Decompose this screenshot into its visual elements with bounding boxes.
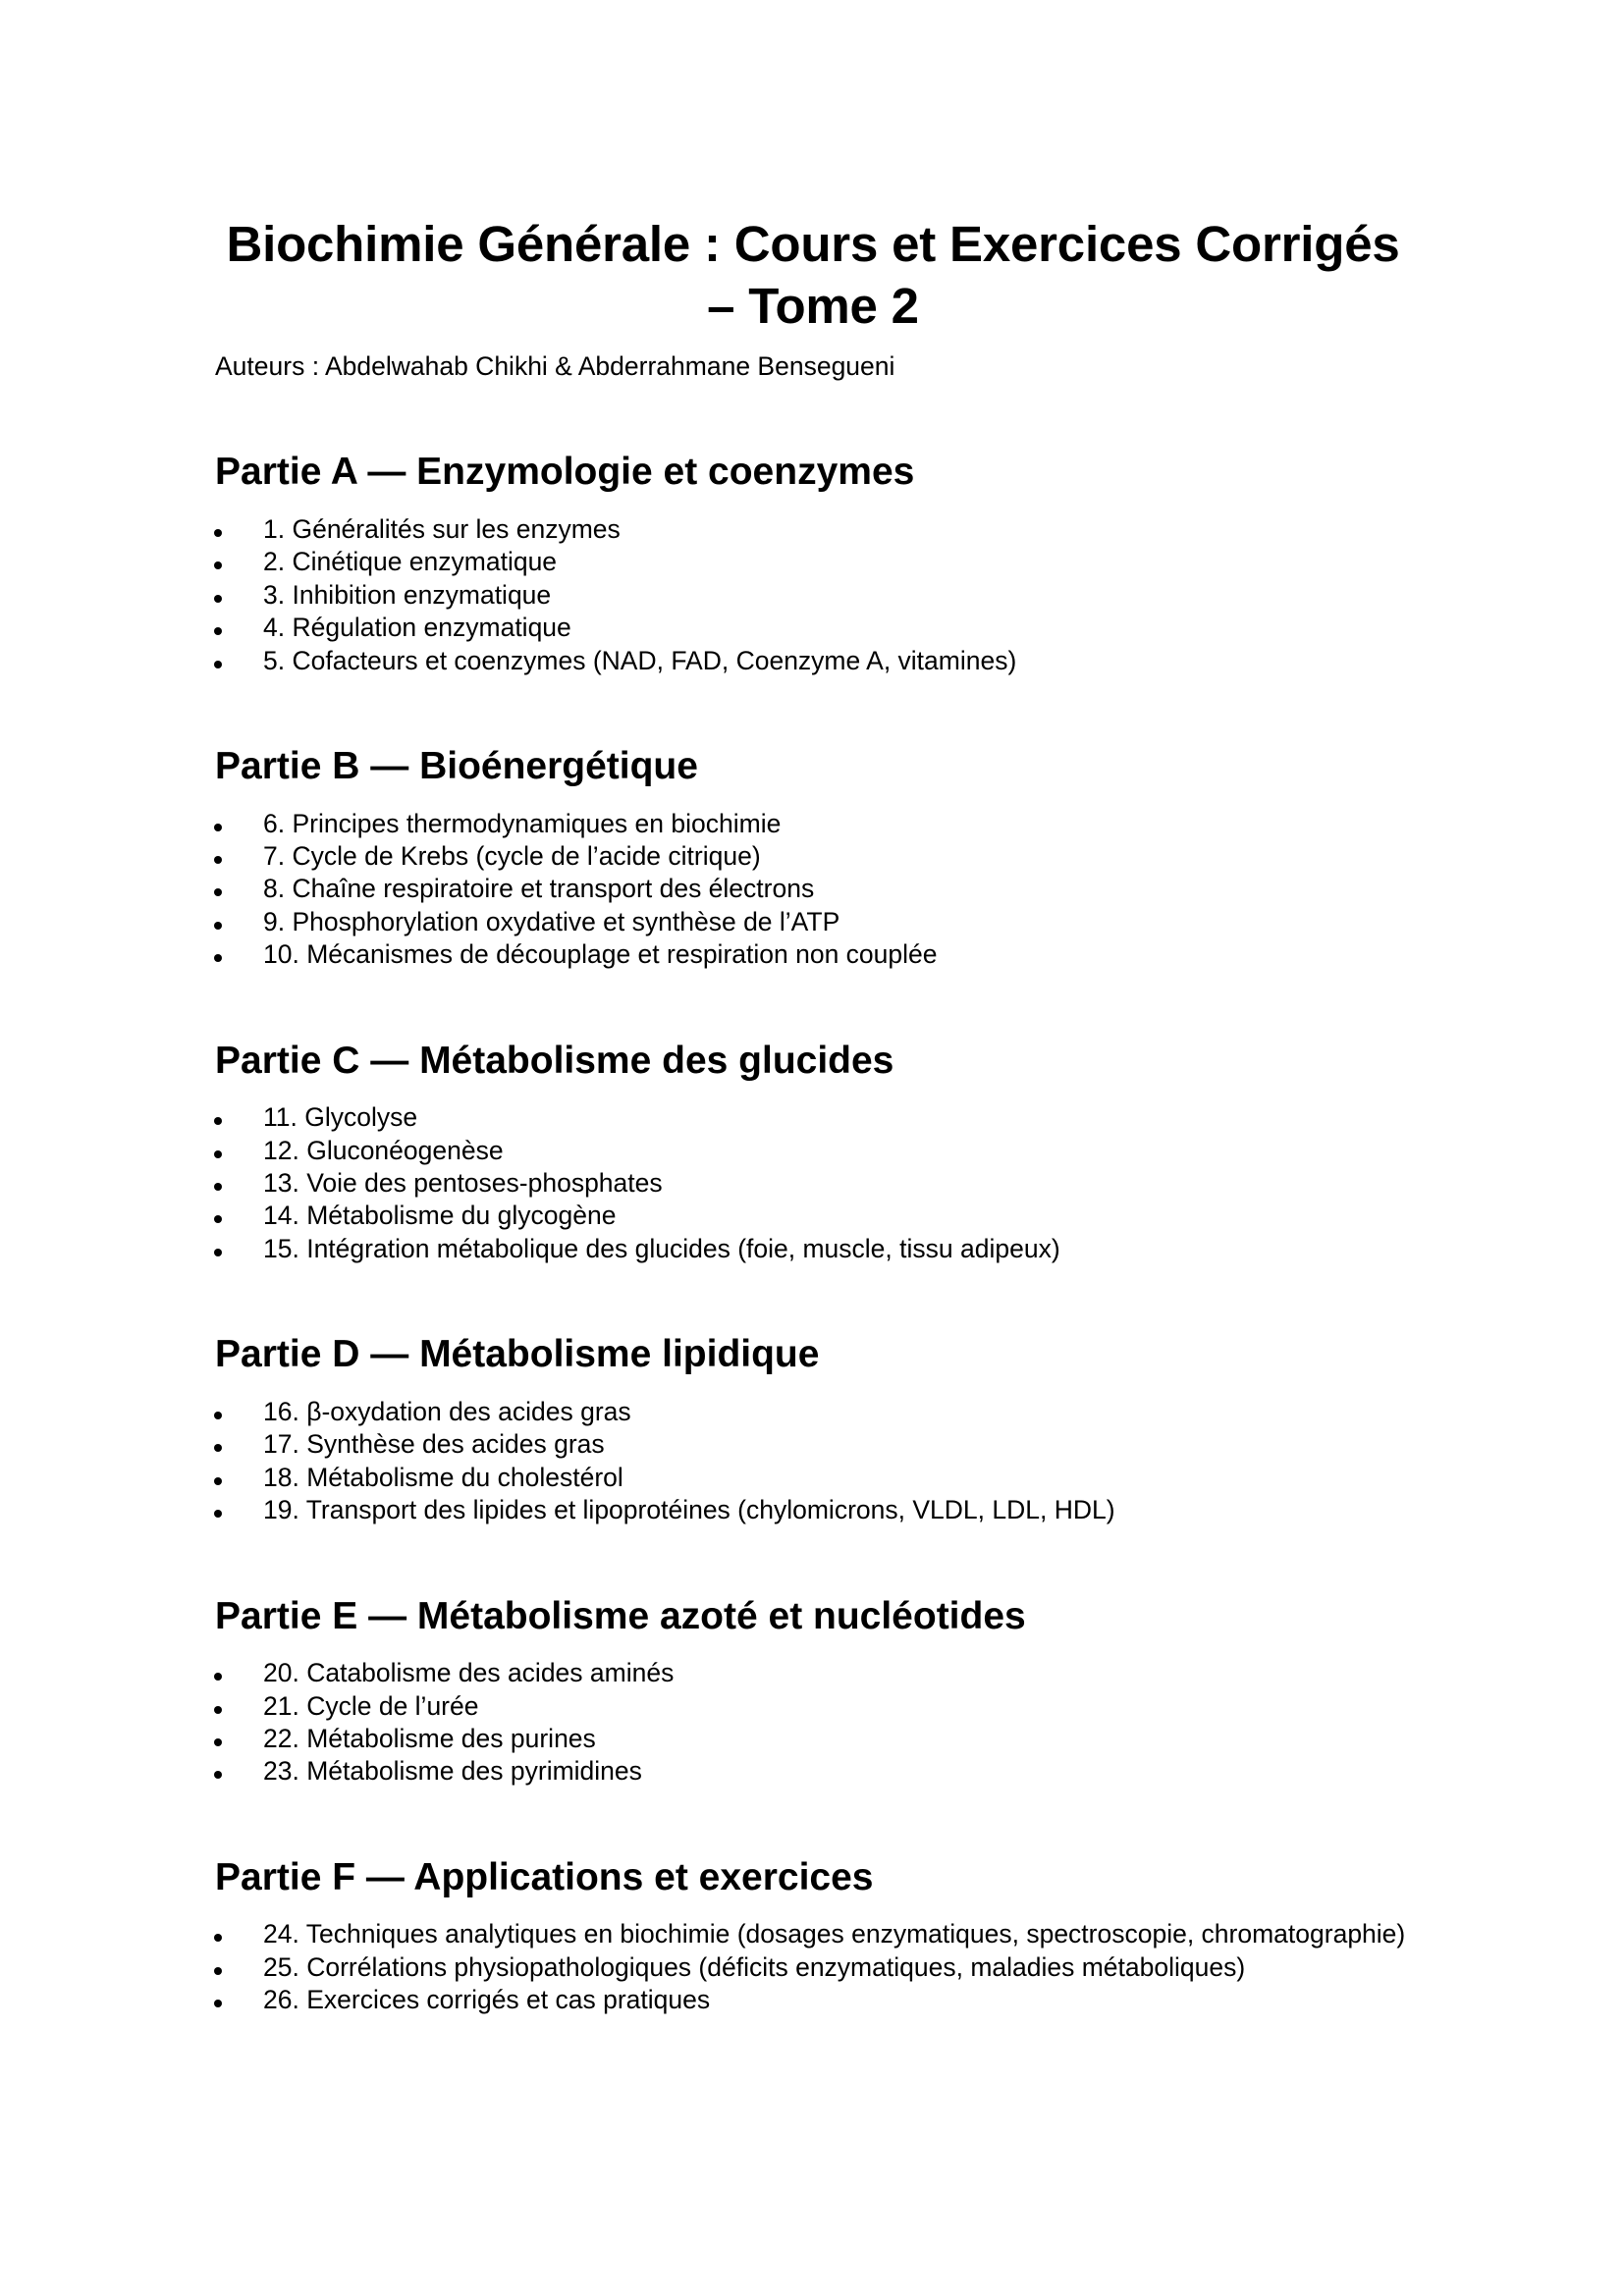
list-item-text: 1. Généralités sur les enzymes <box>263 514 621 544</box>
section-heading: Partie C — Métabolisme des glucides <box>215 1039 894 1082</box>
bullet-icon <box>214 627 222 635</box>
section-item-list <box>215 808 1411 972</box>
section-d <box>215 1332 1411 1526</box>
list-item <box>215 1494 1410 1526</box>
bullet-icon <box>214 888 222 896</box>
list-item-text: 11. Glycolyse <box>263 1102 418 1133</box>
bullet-icon <box>214 1444 222 1452</box>
bullet-icon <box>214 1117 222 1125</box>
list-item-text: 2. Cinétique enzymatique <box>263 547 558 577</box>
section-f <box>215 1855 1411 2017</box>
section-c <box>215 1039 1411 1266</box>
section-item-list <box>215 1918 1411 2016</box>
list-item-text: 12. Gluconéogenèse <box>263 1135 504 1165</box>
bullet-icon <box>214 1510 222 1518</box>
bullet-icon <box>214 1477 222 1485</box>
list-item-text: 9. Phosphorylation oxydative et synthèse de l’ATP <box>263 906 840 936</box>
list-item <box>215 1233 1410 1265</box>
list-item <box>215 1657 1410 1689</box>
list-item-text: 8. Chaîne respiratoire et transport des électrons <box>263 874 815 904</box>
list-item-text: 21. Cycle de l’urée <box>263 1690 479 1721</box>
list-item <box>215 1723 1410 1755</box>
list-item-text: 17. Synthèse des acides gras <box>263 1429 605 1460</box>
document-title: Biochimie Générale : Cours et Exercices Corrigés – Tome 2 <box>226 216 1400 334</box>
list-item-text: 19. Transport des lipides et lipoprotéines (chylomicrons, VLDL, LDL, HDL) <box>263 1495 1115 1525</box>
list-item <box>215 579 1410 612</box>
list-item-text: 6. Principes thermodynamiques en biochimie <box>263 808 782 838</box>
bullet-icon <box>214 1738 222 1746</box>
list-item <box>215 1690 1410 1723</box>
list-item <box>215 612 1410 644</box>
list-item-text: 4. Régulation enzymatique <box>263 613 571 643</box>
list-item-text: 23. Métabolisme des pyrimidines <box>263 1756 642 1787</box>
list-item <box>215 1951 1410 1984</box>
bullet-icon <box>214 1249 222 1256</box>
bullet-icon <box>214 1934 222 1942</box>
list-item <box>215 1462 1410 1494</box>
section-item-list <box>215 1101 1411 1265</box>
bullet-icon <box>214 1967 222 1975</box>
section-item-list <box>215 1396 1411 1527</box>
list-item <box>215 840 1410 873</box>
list-item-text: 22. Métabolisme des purines <box>263 1723 596 1753</box>
section-heading: Partie F — Applications et exercices <box>215 1855 874 1898</box>
bullet-icon <box>214 1183 222 1191</box>
list-item <box>215 1918 1410 1950</box>
list-item-text: 25. Corrélations physiopathologiques (déficits enzymatiques, maladies métaboliques) <box>263 1951 1246 1982</box>
list-item-text: 13. Voie des pentoses-phosphates <box>263 1168 663 1199</box>
list-item <box>215 1396 1410 1428</box>
list-item-text: 7. Cycle de Krebs (cycle de l’acide citrique) <box>263 841 761 872</box>
section-e <box>215 1594 1411 1789</box>
section-heading: Partie B — Bioénergétique <box>215 745 698 788</box>
list-item <box>215 906 1410 938</box>
list-item <box>215 1200 1410 1232</box>
bullet-icon <box>214 1150 222 1158</box>
section-item-list <box>215 1657 1411 1789</box>
bullet-icon <box>214 1673 222 1681</box>
list-item-text: 20. Catabolisme des acides aminés <box>263 1658 675 1688</box>
list-item-text: 3. Inhibition enzymatique <box>263 579 552 610</box>
bullet-icon <box>214 1771 222 1779</box>
bullet-icon <box>214 1706 222 1714</box>
section-a <box>215 450 1411 677</box>
bullet-icon <box>214 954 222 962</box>
bullet-icon <box>214 1215 222 1223</box>
bullet-icon <box>214 561 222 569</box>
list-item-text: 14. Métabolisme du glycogène <box>263 1201 617 1231</box>
section-b <box>215 744 1411 972</box>
section-item-list <box>215 513 1411 677</box>
list-item <box>215 1428 1410 1461</box>
bullet-icon <box>214 824 222 831</box>
list-item <box>215 513 1410 546</box>
list-item-text: 16. β-oxydation des acides gras <box>263 1396 631 1426</box>
list-item <box>215 1755 1410 1788</box>
bullet-icon <box>214 1412 222 1419</box>
list-item-text: 24. Techniques analytiques en biochimie (dosages enzymatiques, spectroscopie, chromatographie) <box>263 1919 1406 1949</box>
bullet-icon <box>214 922 222 930</box>
bullet-icon <box>214 529 222 537</box>
list-item-text: 18. Métabolisme du cholestérol <box>263 1462 623 1492</box>
list-item <box>215 1984 1410 2016</box>
list-item-text: 15. Intégration métabolique des glucides (foie, muscle, tissu adipeux) <box>263 1233 1060 1263</box>
bullet-icon <box>214 595 222 603</box>
bullet-icon <box>214 856 222 864</box>
list-item <box>215 546 1410 578</box>
section-heading: Partie A — Enzymologie et coenzymes <box>215 451 915 494</box>
list-item <box>215 808 1410 840</box>
list-item-text: 5. Cofacteurs et coenzymes (NAD, FAD, Coenzyme A, vitamines) <box>263 645 1017 675</box>
list-item <box>215 1101 1410 1134</box>
document-authors: Auteurs : Abdelwahab Chikhi & Abderrahmane Bensegueni <box>215 351 895 381</box>
list-item <box>215 1167 1410 1200</box>
document-page <box>215 213 1411 2017</box>
bullet-icon <box>214 661 222 668</box>
list-item <box>215 938 1410 971</box>
list-item <box>215 645 1410 677</box>
section-heading: Partie E — Métabolisme azoté et nucléotides <box>215 1594 1026 1637</box>
section-heading: Partie D — Métabolisme lipidique <box>215 1333 820 1376</box>
list-item <box>215 873 1410 905</box>
list-item-text: 26. Exercices corrigés et cas pratiques <box>263 1985 711 2015</box>
list-item-text: 10. Mécanismes de découplage et respiration non couplée <box>263 939 938 970</box>
list-item <box>215 1135 1410 1167</box>
bullet-icon <box>214 2000 222 2007</box>
